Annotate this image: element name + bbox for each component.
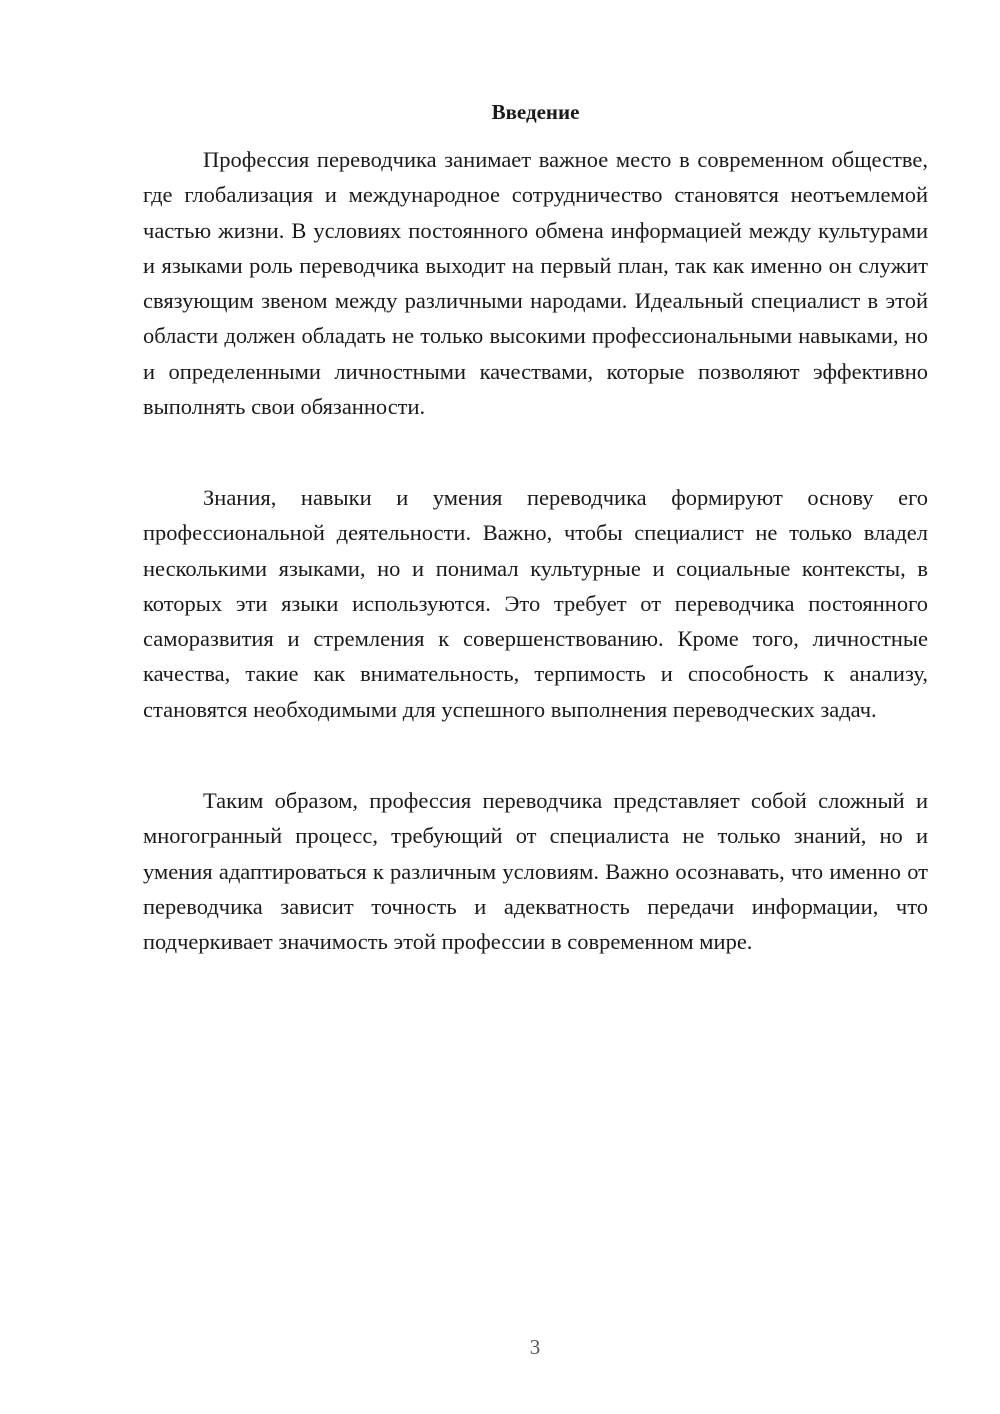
paragraph-1: Профессия переводчика занимает важное место в современном обществе, где глобализация и международное сотрудничество становятся неотъемлемой частью жизни. В условиях постоянного обмена информацией между культурами и языками роль переводчика выходит на первый план, так как именно он служит связующим звеном между различными народами. Идеальный специалист в этой области должен обладать не только высокими профессиональными навыками, но и определенными личностными качествами, которые позволяют эффективно выполнять свои обязанности. xyxy=(143,147,928,420)
paragraph-3: Таким образом, профессия переводчика представляет собой сложный и многогранный процесс, требующий от специалиста не только знаний, но и умения адаптироваться к различным условиям. Важно осознавать, что именно от переводчика зависит точность и адекватность передачи информации, что подчеркивает значимость этой профессии в современном мире. xyxy=(143,788,928,955)
section-heading: Введение xyxy=(491,100,580,124)
page-number: 3 xyxy=(529,1335,541,1359)
paragraph-2: Знания, навыки и умения переводчика формируют основу его профессиональной деятельности. Важно, чтобы специалист не только владел несколькими языками, но и понимал культурные и социальные контексты, в которых эти языки используются. Это требует от переводчика постоянного саморазвития и стремления к совершенствованию. Кроме того, личностные качества, такие как внимательность, терпимость и способность к анализу, становятся необходимыми для успешного выполнения переводческих задач. xyxy=(143,485,928,722)
